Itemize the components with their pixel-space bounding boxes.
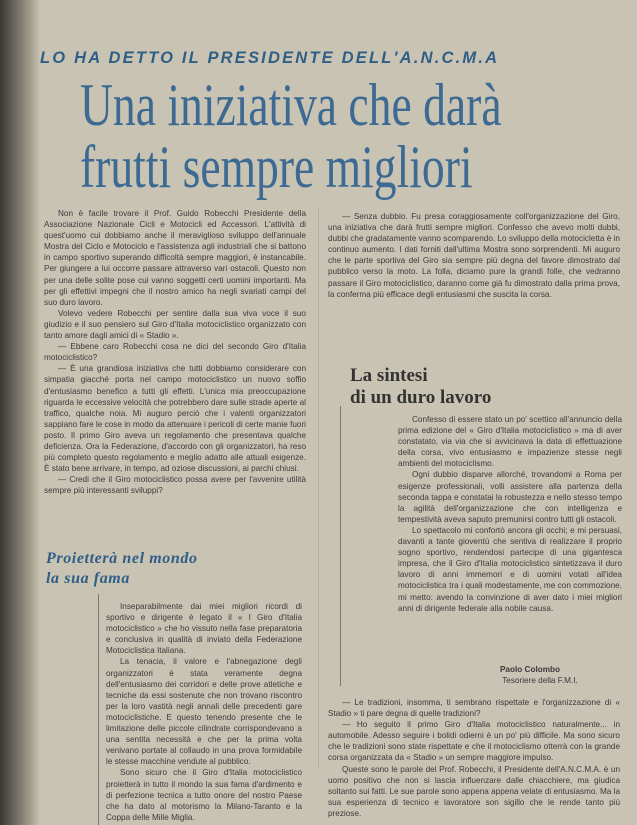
sidebar-box-colombo (398, 414, 622, 614)
paragraph: Non è facile trovare il Prof. Guido Robecchi Presidente della Associazione Nazionale Cicli e Motocicli ed Accessori. L'attività di quest'uomo cui dobbiamo anche il meraviglioso sviluppo dell'annuale Mostra del Ciclo e Motociclo e l'assistenza agli industriali che si battono in campo sportivo superando difficoltà sempre maggiori, è instancabile. Per giungere a lui occorre passare attraverso vari ostacoli. Questo non per una delle solite pose cui vanno soggetti certi uomini importanti. Ma per gli effettivi impegni che il nostro amico ha negli svariati campi del suo duro lavoro. (44, 209, 306, 307)
paragraph: Lo spettacolo mi confortò ancora gli occhi; e mi persuasi, davanti a tante gioventù che sentiva di realizzare il proprio sogno sportivo, rendendosi partecipe di una gigantesca impresa, che il Giro d'Italia motociclistico sintetizzava il duro lavoro di anni immemori e di uomini votati all'idea motociclistica tra i quali modestamente, me con commozione, mi metto: avendo la convinzione di aver dato i miei migliori anni di dirigente federale alla nobile causa. (398, 525, 622, 613)
paragraph: — Senza dubbio. Fu presa coraggiosamente coll'organizzazione del Giro, una iniziativa che darà frutti sempre migliori. Confesso che avevo molti dubbi, dubbi che gradatamente vanno scomparendo. Lo sviluppo della motocicletta è in continuo aumento. I dati forniti dall'ultima Mostra sono sorprendenti. Mi auguro che le parte sportiva del Giro sia sempre più degna del favore dimostrato dal pubblico verso la moto. La folla, diciamo pure la grandi folle, che vedranno passare il Giro motociclistico, daranno come già fu dimostrato dalla prima prova, la conferma più efficace degli entusiasmi che suscita la corsa. (328, 212, 620, 299)
column-divider (318, 208, 319, 768)
paragraph: Sono sicuro che il Giro d'Italia motociclistico proietterà in tutto il mondo la sua fama d'ardimento e di perfezione tecnica a tutto onore del nostro Paese che ha dato al motorismo la Milano-Taranto e la Coppa delle Mille Miglia. (106, 768, 302, 822)
section-heading-proiettera (46, 549, 198, 589)
headline-line-2: frutti sempre migliori (80, 134, 473, 200)
paragraph: — Ebbene caro Robecchi cosa ne dici del secondo Giro d'Italia motociclistico? (44, 342, 306, 363)
signature-block (398, 664, 622, 686)
section-heading-line-2: la sua fama (46, 570, 130, 587)
article-headline (80, 72, 502, 200)
paragraph: — Le tradizioni, insomma, ti sembrano rispettate e l'organizzazione di « Stadio » ti pare degna di quelle tradizioni? (328, 698, 620, 719)
right-column-bottom-text (328, 697, 620, 819)
sidebar-box-proiettera (106, 601, 302, 823)
paragraph: — È una grandiosa iniziativa che tutti dobbiamo considerare con simpatia giacché porta nel campo motociclistico un nuovo soffio d'entusiasmo benefico a tutti gli effetti. L'unica mia preoccupazione riguarda le eccessive velocità che potrebbero dare sulle strade aperte al traffico, qualche noia. Mi auguro perciò che i valenti organizzatori sappiano fare le cose in modo da attenuare i pericoli di certe manie fuori posto. Il primo Giro aveva un regolamento che presentava qualche deficienza. Ora la Federazione, d'accordo con gli organizzatori, ha reso più completo questo regolamento e meglio adatto alle attuali esigenze. È stato bene arrivare, in tempo, ad oziose discussioni, ai parchi chiusi. (44, 364, 306, 474)
box-rule-left (98, 594, 99, 825)
paragraph: La tenacia, il valore e l'abnegazione degli organizzatori è stata veramente degna dell'entusiasmo dei corridori e delle prove atletiche e tecniche da essi sostenute che non trovano riscontro per la loro vastità negli annali delle precedenti gare motociclistiche. E questo tenendo presente che le limitazione delle piccole cilindrate corrispondevano a una sentita necessità e che per la prima volta venivano portate al collaudo in una prova formidabile le stesse macchine vendute al pubblico. (106, 657, 302, 767)
paragraph: Queste sono le parole del Prof. Robecchi, il Presidente dell'A.N.C.M.A. è un uomo positivo che non si lascia influenzare dalle chiacchiere, ma giudica soltanto sui fatti. Le sue parole sono appena appena velate di entusiasmo. Ma la sua esperienza di tecnico e lavoratore son sigillo che le rende tanto più preziose. (328, 764, 620, 818)
section-heading-sintesi (350, 365, 491, 409)
section-heading-line-1: La sintesi (350, 365, 428, 386)
paragraph: Ogni dubbio disparve allorché, trovandomi a Roma per esigenze professionali, volli assistere alla partenza della seconda tappa e constatai la robustezza e nello stesso tempo la agilità dell'organizzazione che con intelligenza e tempestività aveva saputo premunirsi contro tutti gli ostacoli. (398, 470, 622, 524)
section-heading-line-2: di un duro lavoro (350, 387, 492, 408)
signature-role: Tesoriere della F.M.I. (502, 676, 578, 685)
paragraph: Inseparabilmente dai miei migliori ricordi di sportivo e dirigente è legato il « I Giro d'Italia motociclistico » che ho vissuto nella fase preparatoria e conclusiva in qualità di inviato della Federazione Motociclistica Italiana. (106, 602, 302, 656)
box-rule-right (340, 406, 341, 686)
paragraph: — Credi che il Giro motociclistico possa avere per l'avvenire utilità sempre più interessanti sviluppi? (44, 475, 306, 496)
headline-line-1: Una iniziativa che darà (80, 72, 502, 138)
paragraph: Confesso di essere stato un po' scettico all'annuncio della prima edizione del « Giro d'Italia motociclistico » ma di aver constatato, via via che si avvicinava la data di effettuazione della corsa, vivo entusiasmo e impazienze stesse negli ambienti del motociclismo. (398, 415, 622, 469)
section-heading-line-1: Proietterà nel mondo (46, 550, 198, 567)
article-kicker: LO HA DETTO IL PRESIDENTE DELL'A.N.C.M.A (40, 49, 500, 67)
paragraph: — Ho seguito il primo Giro d'Italia motociclistico naturalmente... in automobile. Adesso seguire i bolidi odierni è un po' più difficile. Ma sono sicuro che le tradizioni sono state rispettate e che il motociclismo otterrà con la grande corsa organizzata da « Stadio » un sempre maggiore impulso. (328, 720, 620, 763)
page-binding-shadow (0, 0, 40, 825)
signature-name: Paolo Colombo (499, 665, 561, 674)
right-column-text (328, 211, 620, 300)
left-column-text (44, 208, 306, 496)
paragraph: Volevo vedere Robecchi per sentire dalla sua viva voce il suo giudizio e il suo pensiero sul Giro d'Italia motociclistico organizzato con tanto amore dagli amici di « Stadio ». (44, 308, 306, 341)
